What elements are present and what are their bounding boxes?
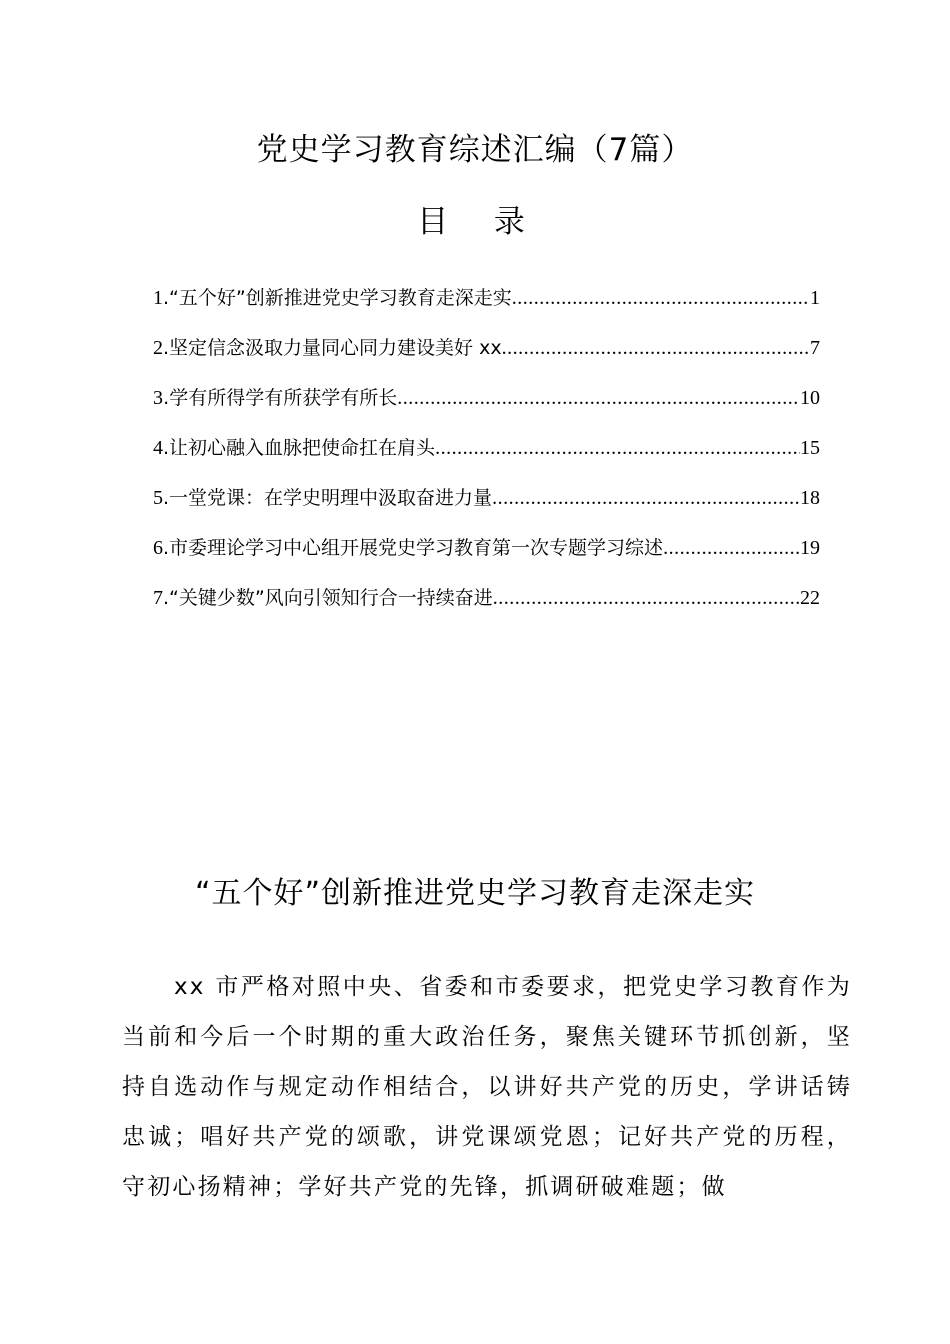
toc-dot-leader bbox=[435, 433, 800, 463]
toc-item-separator: . bbox=[163, 437, 170, 459]
toc-item-page: 1 bbox=[810, 287, 820, 309]
document-title: 党史学习教育综述汇编（7篇） bbox=[256, 132, 694, 168]
toc-item-title: 坚定信念汲取力量同心同力建设美好 xx bbox=[169, 337, 502, 359]
toc-item-separator: . bbox=[163, 537, 170, 559]
toc-item-title: “关键少数”风向引领知行合一持续奋进 bbox=[169, 587, 493, 609]
toc-item-number: 5 bbox=[153, 487, 163, 509]
toc-item[interactable] bbox=[153, 333, 820, 383]
toc-item-separator: . bbox=[163, 287, 170, 309]
toc-item-page: 18 bbox=[800, 487, 820, 509]
toc-dot-leader bbox=[512, 283, 810, 313]
toc-item[interactable] bbox=[153, 583, 820, 633]
toc-item-separator: . bbox=[163, 587, 170, 609]
toc-item-number: 1 bbox=[153, 287, 163, 309]
toc-item-title: 市委理论学习中心组开展党史学习教育第一次专题学习综述 bbox=[169, 537, 664, 559]
article-title: “五个好”创新推进党史学习教育走深走实 bbox=[194, 876, 756, 911]
toc-dot-leader bbox=[502, 333, 810, 363]
toc-item-page: 7 bbox=[810, 337, 820, 359]
toc-item-page: 10 bbox=[800, 387, 820, 409]
toc-item[interactable] bbox=[153, 533, 820, 583]
toc-dot-leader bbox=[663, 533, 800, 563]
toc-dot-leader bbox=[492, 483, 800, 513]
article-body-paragraph: xx 市严格对照中央、省委和市委要求，把党史学习教育作为当前和今后一个时期的重大政治任务，聚焦关键环节抓创新，坚持自选动作与规定动作相结合，以讲好共产党的历史，学讲话铸忠诚；唱好共产党的颂歌，讲党课颂党恩；记好共产党的历程，守初心扬精神；学好共产党的先锋，抓调研破难题；做 bbox=[122, 974, 852, 1200]
toc-item-title: “五个好”创新推进党史学习教育走深走实 bbox=[169, 287, 512, 309]
toc-item-title: 让初心融入血脉把使命扛在肩头 bbox=[169, 437, 436, 459]
toc-item-title: 学有所得学有所获学有所长 bbox=[169, 387, 398, 409]
table-of-contents bbox=[153, 283, 820, 633]
toc-item-page: 19 bbox=[800, 537, 820, 559]
toc-item-number: 3 bbox=[153, 387, 163, 409]
toc-item-number: 2 bbox=[153, 337, 163, 359]
toc-item[interactable] bbox=[153, 483, 820, 533]
toc-item-number: 4 bbox=[153, 437, 163, 459]
toc-item-separator: . bbox=[163, 487, 170, 509]
toc-dot-leader bbox=[397, 383, 800, 413]
toc-item-separator: . bbox=[163, 337, 170, 359]
toc-item-number: 7 bbox=[153, 587, 163, 609]
toc-item[interactable] bbox=[153, 283, 820, 333]
toc-dot-leader bbox=[493, 583, 800, 613]
toc-item-separator: . bbox=[163, 387, 170, 409]
toc-item[interactable] bbox=[153, 433, 820, 483]
toc-item-number: 6 bbox=[153, 537, 163, 559]
toc-item[interactable] bbox=[153, 383, 820, 433]
toc-item-page: 15 bbox=[800, 437, 820, 459]
toc-item-title: 一堂党课：在学史明理中汲取奋进力量 bbox=[169, 487, 493, 509]
toc-heading: 目 录 bbox=[417, 204, 543, 240]
toc-item-page: 22 bbox=[800, 587, 820, 609]
